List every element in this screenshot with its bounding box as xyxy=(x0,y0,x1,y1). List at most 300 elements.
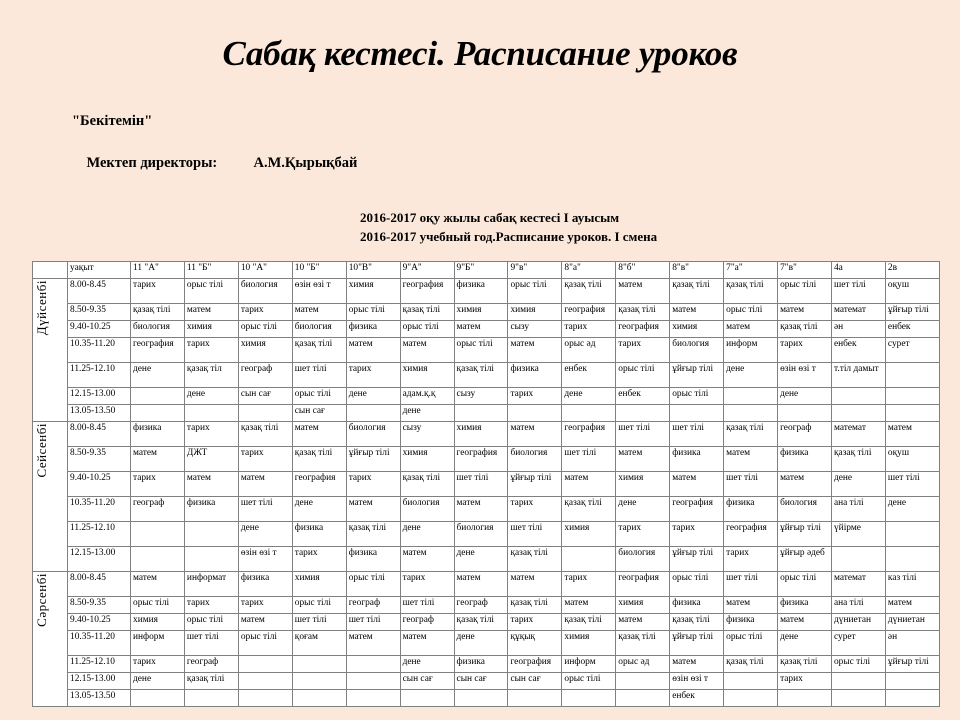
lesson-cell: қазақ тілі xyxy=(778,655,832,672)
lesson-cell: қазақ тілі xyxy=(346,521,400,546)
lesson-cell xyxy=(508,689,562,706)
schedule-row xyxy=(33,571,940,596)
lesson-cell: орыс тілі xyxy=(400,320,454,337)
lesson-cell: география xyxy=(616,571,670,596)
lesson-cell: қазақ тілі xyxy=(562,278,616,303)
lesson-cell: физика xyxy=(346,546,400,571)
lesson-cell: ДЖТ xyxy=(184,446,238,471)
lesson-cell xyxy=(778,689,832,706)
lesson-cell: тарих xyxy=(508,387,562,404)
lesson-cell: матем xyxy=(346,337,400,362)
header-class-10В: 10"В" xyxy=(346,261,400,278)
lesson-cell: ұйғыр тілі xyxy=(670,546,724,571)
time-slot: 8.00-8.45 xyxy=(68,421,131,446)
schedule-table-container xyxy=(0,261,960,707)
header-class-9в: 9"в" xyxy=(508,261,562,278)
lesson-cell: орыс тілі xyxy=(184,613,238,630)
time-slot: 8.50-9.35 xyxy=(68,303,131,320)
lesson-cell: дене xyxy=(131,362,185,387)
director-name: А.М.Қырықбай xyxy=(253,155,358,172)
lesson-cell: география xyxy=(670,496,724,521)
lesson-cell: тарих xyxy=(670,521,724,546)
lesson-cell xyxy=(292,655,346,672)
lesson-cell: биология xyxy=(292,320,346,337)
lesson-cell: қазақ тілі xyxy=(292,446,346,471)
lesson-cell: шет тілі xyxy=(724,571,778,596)
lesson-cell: қазақ тілі xyxy=(778,320,832,337)
lesson-cell xyxy=(184,404,238,421)
lesson-cell: қазақ тілі xyxy=(131,303,185,320)
lesson-cell: химия xyxy=(238,337,292,362)
lesson-cell xyxy=(831,672,885,689)
lesson-cell: география xyxy=(131,337,185,362)
lesson-cell: дене xyxy=(400,655,454,672)
lesson-cell: дене xyxy=(184,387,238,404)
lesson-cell: матем xyxy=(778,613,832,630)
lesson-cell: орыс тілі xyxy=(346,303,400,320)
lesson-cell: химия xyxy=(346,278,400,303)
lesson-cell: дене xyxy=(885,496,939,521)
lesson-cell: тарих xyxy=(346,471,400,496)
lesson-cell: географ xyxy=(184,655,238,672)
lesson-cell: қазақ тілі xyxy=(238,421,292,446)
lesson-cell: өзін өзі т xyxy=(670,672,724,689)
header-class-2в: 2в xyxy=(885,261,939,278)
lesson-cell: матем xyxy=(778,303,832,320)
lesson-cell: енбек xyxy=(616,387,670,404)
lesson-cell xyxy=(508,404,562,421)
schedule-row xyxy=(33,672,940,689)
lesson-cell: орыс тілі xyxy=(670,571,724,596)
schedule-row xyxy=(33,496,940,521)
lesson-cell: матем xyxy=(670,471,724,496)
lesson-cell: шет тілі xyxy=(670,421,724,446)
lesson-cell: физика xyxy=(508,362,562,387)
lesson-cell: химия xyxy=(454,421,508,446)
lesson-cell: орыс тілі xyxy=(292,387,346,404)
schedule-row xyxy=(33,278,940,303)
lesson-cell xyxy=(885,521,939,546)
lesson-cell: дене xyxy=(346,387,400,404)
lesson-cell: биология xyxy=(508,446,562,471)
lesson-cell: орыс тілі xyxy=(238,630,292,655)
lesson-cell xyxy=(131,546,185,571)
time-slot: 12.15-13.00 xyxy=(68,672,131,689)
lesson-cell: қазақ тілі xyxy=(724,278,778,303)
lesson-cell: информ xyxy=(562,655,616,672)
lesson-cell: дене xyxy=(454,630,508,655)
lesson-cell: биология xyxy=(346,421,400,446)
lesson-cell: тарих xyxy=(131,655,185,672)
lesson-cell: шет тілі xyxy=(616,421,670,446)
lesson-cell: тарих xyxy=(778,337,832,362)
lesson-cell: физика xyxy=(184,496,238,521)
lesson-cell: физика xyxy=(670,446,724,471)
lesson-cell: матем xyxy=(454,571,508,596)
schedule-row xyxy=(33,689,940,706)
lesson-cell: шет тілі xyxy=(454,471,508,496)
lesson-cell: тарих xyxy=(508,496,562,521)
lesson-cell: қазақ тіл xyxy=(184,362,238,387)
lesson-cell: география xyxy=(400,278,454,303)
schedule-row xyxy=(33,404,940,421)
lesson-cell: матем xyxy=(238,471,292,496)
lesson-cell: шет тілі xyxy=(292,362,346,387)
lesson-cell xyxy=(346,689,400,706)
lesson-cell: орыс тілі xyxy=(508,278,562,303)
lesson-cell: география xyxy=(292,471,346,496)
lesson-cell: матем xyxy=(724,320,778,337)
day-label-text: Дүйсенбі xyxy=(34,279,49,335)
lesson-cell: енбек xyxy=(562,362,616,387)
lesson-cell: география xyxy=(616,320,670,337)
lesson-cell: матем xyxy=(562,596,616,613)
lesson-cell xyxy=(562,689,616,706)
lesson-cell: тарих xyxy=(616,337,670,362)
lesson-cell: биология xyxy=(778,496,832,521)
year-caption xyxy=(0,209,960,247)
lesson-cell xyxy=(131,387,185,404)
time-slot: 12.15-13.00 xyxy=(68,387,131,404)
lesson-cell: сын сағ xyxy=(454,672,508,689)
lesson-cell xyxy=(346,404,400,421)
schedule-row xyxy=(33,596,940,613)
lesson-cell: биология xyxy=(616,546,670,571)
time-slot: 8.00-8.45 xyxy=(68,571,131,596)
lesson-cell xyxy=(454,404,508,421)
time-slot: 9.40-10.25 xyxy=(68,471,131,496)
lesson-cell: матем xyxy=(724,446,778,471)
lesson-cell: тарих xyxy=(616,521,670,546)
lesson-cell: химия xyxy=(508,303,562,320)
header-class-7а: 7"а" xyxy=(724,261,778,278)
lesson-cell: қазақ тілі xyxy=(724,421,778,446)
lesson-cell: қоғам xyxy=(292,630,346,655)
lesson-cell xyxy=(616,689,670,706)
lesson-cell: орыс тілі xyxy=(778,571,832,596)
approval-line-2 xyxy=(72,132,960,195)
lesson-cell: орыс тілі xyxy=(831,655,885,672)
lesson-cell: шет тілі xyxy=(400,596,454,613)
lesson-cell: дене xyxy=(400,404,454,421)
lesson-cell: матем xyxy=(292,303,346,320)
lesson-cell xyxy=(131,404,185,421)
year-caption-ru: 2016-2017 учебный год.Расписание уроков. І смена xyxy=(360,228,658,244)
lesson-cell: тарих xyxy=(400,571,454,596)
lesson-cell: география xyxy=(724,521,778,546)
schedule-row xyxy=(33,320,940,337)
lesson-cell: информ xyxy=(131,630,185,655)
lesson-cell: шет тілі xyxy=(885,471,939,496)
lesson-cell: матем xyxy=(184,303,238,320)
header-class-10Б: 10 "Б" xyxy=(292,261,346,278)
lesson-cell: сын сағ xyxy=(238,387,292,404)
lesson-cell: ұйғыр тілі xyxy=(508,471,562,496)
lesson-cell xyxy=(238,689,292,706)
lesson-cell: орыс тілі xyxy=(454,337,508,362)
lesson-cell: қазақ тілі xyxy=(400,303,454,320)
lesson-cell: география xyxy=(562,303,616,320)
lesson-cell: география xyxy=(454,446,508,471)
lesson-cell: дене xyxy=(778,387,832,404)
lesson-cell: қазақ тілі xyxy=(292,337,346,362)
lesson-cell: физика xyxy=(292,521,346,546)
lesson-cell: матем xyxy=(400,630,454,655)
lesson-cell xyxy=(885,546,939,571)
lesson-cell: қазақ тілі xyxy=(724,655,778,672)
time-slot: 10.35-11.20 xyxy=(68,630,131,655)
lesson-cell: қазақ тілі xyxy=(616,303,670,320)
schedule-row xyxy=(33,546,940,571)
header-class-11Б: 11 "Б" xyxy=(184,261,238,278)
lesson-cell: информ xyxy=(724,337,778,362)
lesson-cell: матем xyxy=(508,421,562,446)
lesson-cell: қазақ тілі xyxy=(400,471,454,496)
lesson-cell: орыс тілі xyxy=(778,278,832,303)
lesson-cell: орыс тілі xyxy=(724,630,778,655)
lesson-cell: химия xyxy=(184,320,238,337)
day-label-text: Сейсенбі xyxy=(34,422,49,478)
lesson-cell xyxy=(454,689,508,706)
schedule-body xyxy=(33,261,940,706)
schedule-row xyxy=(33,521,940,546)
lesson-cell: дене xyxy=(292,496,346,521)
lesson-cell: биология xyxy=(454,521,508,546)
lesson-cell: тарих xyxy=(131,278,185,303)
lesson-cell: физика xyxy=(724,496,778,521)
lesson-cell xyxy=(400,689,454,706)
lesson-cell: енбек xyxy=(831,337,885,362)
time-slot: 8.00-8.45 xyxy=(68,278,131,303)
lesson-cell: географ xyxy=(454,596,508,613)
lesson-cell: үйірме xyxy=(831,521,885,546)
lesson-cell xyxy=(238,404,292,421)
schedule-row xyxy=(33,655,940,672)
time-slot: 10.35-11.20 xyxy=(68,337,131,362)
lesson-cell: биология xyxy=(400,496,454,521)
header-time-column: уақыт xyxy=(68,261,131,278)
lesson-cell: қазақ тілі xyxy=(454,613,508,630)
schedule-row xyxy=(33,613,940,630)
lesson-cell: матем xyxy=(346,496,400,521)
lesson-cell: шет тілі xyxy=(724,471,778,496)
lesson-cell: матем xyxy=(508,571,562,596)
lesson-cell: ән xyxy=(831,320,885,337)
lesson-cell xyxy=(831,404,885,421)
lesson-cell: химия xyxy=(400,362,454,387)
lesson-cell: химия xyxy=(131,613,185,630)
day-label-Дүйсенбі xyxy=(33,278,68,421)
lesson-cell xyxy=(670,404,724,421)
header-class-8а: 8"а" xyxy=(562,261,616,278)
lesson-cell: ұйғыр тілі xyxy=(670,630,724,655)
lesson-cell xyxy=(616,672,670,689)
lesson-cell: қазақ тілі xyxy=(670,613,724,630)
lesson-cell: математ xyxy=(831,421,885,446)
lesson-cell xyxy=(184,689,238,706)
lesson-cell: ән xyxy=(885,630,939,655)
lesson-cell: тарих xyxy=(724,546,778,571)
lesson-cell: ұйғыр тілі xyxy=(346,446,400,471)
lesson-cell: т.тіл дамыт xyxy=(831,362,885,387)
lesson-cell: дене xyxy=(616,496,670,521)
lesson-cell: матем xyxy=(562,471,616,496)
approval-block xyxy=(0,111,960,195)
lesson-cell: өзін өзі т xyxy=(778,362,832,387)
lesson-cell: енбек xyxy=(885,320,939,337)
lesson-cell: биология xyxy=(131,320,185,337)
lesson-cell: матем xyxy=(670,303,724,320)
lesson-cell: биология xyxy=(670,337,724,362)
lesson-cell xyxy=(831,689,885,706)
lesson-cell: қазақ тілі xyxy=(508,596,562,613)
lesson-cell: дене xyxy=(400,521,454,546)
lesson-cell xyxy=(724,404,778,421)
lesson-cell: тарих xyxy=(562,320,616,337)
lesson-cell: матем xyxy=(346,630,400,655)
lesson-cell: адам.қ.қ xyxy=(400,387,454,404)
header-class-9А: 9"А" xyxy=(400,261,454,278)
lesson-cell: орыс тілі xyxy=(184,278,238,303)
lesson-cell: каз тілі xyxy=(885,571,939,596)
lesson-cell xyxy=(724,689,778,706)
time-slot: 11.25-12.10 xyxy=(68,362,131,387)
lesson-cell: географ xyxy=(238,362,292,387)
lesson-cell: физика xyxy=(778,446,832,471)
lesson-cell: шет тілі xyxy=(831,278,885,303)
lesson-cell: ана тілі xyxy=(831,496,885,521)
lesson-cell xyxy=(885,387,939,404)
lesson-cell: тарих xyxy=(778,672,832,689)
header-class-4а: 4а xyxy=(831,261,885,278)
lesson-cell: ұйғыр тілі xyxy=(670,362,724,387)
lesson-cell xyxy=(778,404,832,421)
lesson-cell: дене xyxy=(778,630,832,655)
lesson-cell: химия xyxy=(454,303,508,320)
lesson-cell: биология xyxy=(238,278,292,303)
lesson-cell: ана тілі xyxy=(831,596,885,613)
lesson-cell: қазақ тілі xyxy=(184,672,238,689)
lesson-cell: химия xyxy=(616,471,670,496)
lesson-cell xyxy=(238,672,292,689)
schedule-row xyxy=(33,387,940,404)
lesson-cell: сурет xyxy=(831,630,885,655)
lesson-cell xyxy=(831,546,885,571)
lesson-cell: орыс тілі xyxy=(724,303,778,320)
header-class-8в: 8"в" xyxy=(670,261,724,278)
lesson-cell: орыс тілі xyxy=(616,362,670,387)
lesson-cell: физика xyxy=(346,320,400,337)
lesson-cell: географ xyxy=(346,596,400,613)
lesson-cell: матем xyxy=(670,655,724,672)
lesson-cell: матем xyxy=(616,278,670,303)
lesson-cell: сызу xyxy=(508,320,562,337)
lesson-cell: шет тілі xyxy=(346,613,400,630)
lesson-cell xyxy=(885,672,939,689)
lesson-cell: орыс тілі xyxy=(292,596,346,613)
header-class-9Б: 9"Б" xyxy=(454,261,508,278)
lesson-cell: тарих xyxy=(238,303,292,320)
lesson-cell: орыс тілі xyxy=(346,571,400,596)
lesson-cell: матем xyxy=(238,613,292,630)
time-slot: 8.50-9.35 xyxy=(68,596,131,613)
lesson-cell: матем xyxy=(616,613,670,630)
lesson-cell xyxy=(885,404,939,421)
lesson-cell: матем xyxy=(508,337,562,362)
time-slot: 11.25-12.10 xyxy=(68,655,131,672)
time-slot: 12.15-13.00 xyxy=(68,546,131,571)
lesson-cell: тарих xyxy=(562,571,616,596)
lesson-cell: географ xyxy=(778,421,832,446)
lesson-cell: енбек xyxy=(670,689,724,706)
lesson-cell: матем xyxy=(885,421,939,446)
day-label-text: Сәрсенбі xyxy=(34,572,49,627)
lesson-cell xyxy=(346,655,400,672)
lesson-cell: орыс әд xyxy=(616,655,670,672)
lesson-cell: шет тілі xyxy=(562,446,616,471)
lesson-cell xyxy=(346,672,400,689)
lesson-cell: дене xyxy=(724,362,778,387)
lesson-cell: химия xyxy=(400,446,454,471)
lesson-cell: орыс тілі xyxy=(562,672,616,689)
lesson-cell: орыс тілі xyxy=(131,596,185,613)
lesson-cell xyxy=(131,689,185,706)
lesson-cell: шет тілі xyxy=(184,630,238,655)
time-slot: 11.25-12.10 xyxy=(68,521,131,546)
lesson-cell: химия xyxy=(616,596,670,613)
lesson-cell: матем xyxy=(184,471,238,496)
lesson-cell: матем xyxy=(724,596,778,613)
lesson-cell: географ xyxy=(400,613,454,630)
lesson-cell: химия xyxy=(562,521,616,546)
schedule-row xyxy=(33,421,940,446)
header-class-11А: 11 "А" xyxy=(131,261,185,278)
lesson-cell: тарих xyxy=(184,596,238,613)
lesson-cell: дене xyxy=(238,521,292,546)
lesson-cell: ұйғыр тілі xyxy=(778,521,832,546)
header-class-7в: 7"в" xyxy=(778,261,832,278)
lesson-cell: шет тілі xyxy=(238,496,292,521)
schedule-row xyxy=(33,630,940,655)
lesson-cell: дене xyxy=(454,546,508,571)
lesson-cell: орыс әд xyxy=(562,337,616,362)
director-label: Мектеп директоры: xyxy=(86,155,218,172)
lesson-cell: оқуш xyxy=(885,446,939,471)
lesson-cell xyxy=(184,521,238,546)
year-caption-kk: 2016-2017 оқу жылы сабақ кестесі І ауысым xyxy=(360,210,620,226)
lesson-cell: матем xyxy=(131,571,185,596)
lesson-cell xyxy=(238,655,292,672)
lesson-cell: химия xyxy=(562,630,616,655)
lesson-cell: матем xyxy=(292,421,346,446)
lesson-cell: тарих xyxy=(238,596,292,613)
schedule-row xyxy=(33,446,940,471)
time-slot: 13.05-13.50 xyxy=(68,689,131,706)
lesson-cell: сын сағ xyxy=(508,672,562,689)
schedule-header-row xyxy=(33,261,940,278)
lesson-cell: дене xyxy=(831,471,885,496)
lesson-cell: сын сағ xyxy=(400,672,454,689)
lesson-cell: математ xyxy=(831,571,885,596)
time-slot: 13.05-13.50 xyxy=(68,404,131,421)
lesson-cell: тарих xyxy=(346,362,400,387)
lesson-cell xyxy=(292,672,346,689)
schedule-row xyxy=(33,471,940,496)
schedule-row xyxy=(33,303,940,320)
lesson-cell xyxy=(885,689,939,706)
lesson-cell: тарих xyxy=(238,446,292,471)
lesson-cell: география xyxy=(508,655,562,672)
